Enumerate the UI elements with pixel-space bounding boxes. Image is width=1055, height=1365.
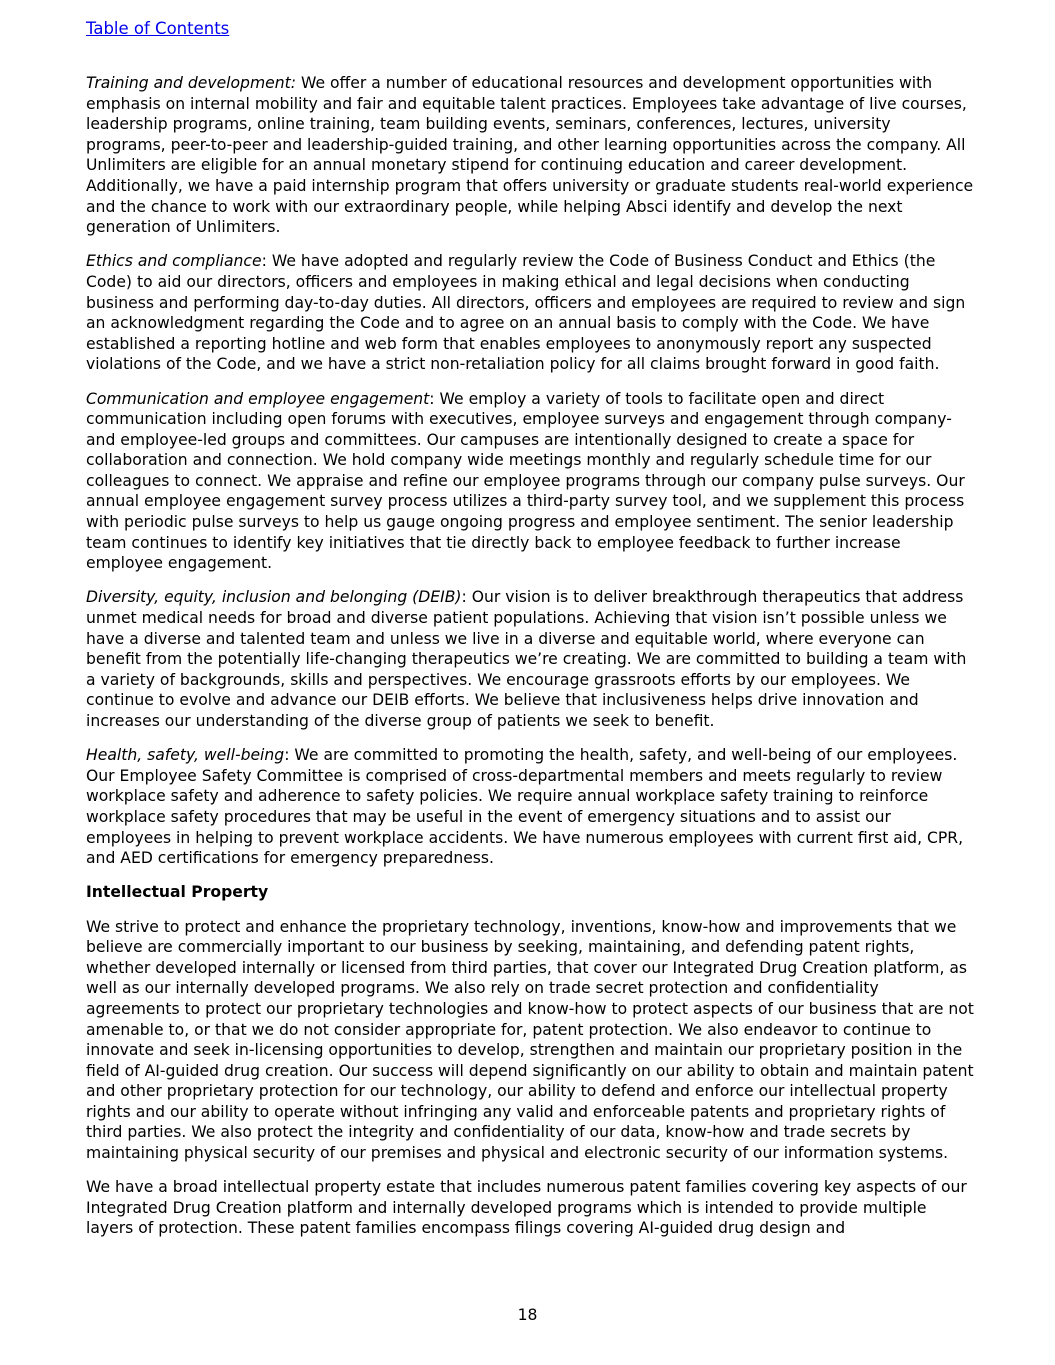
- paragraph-lead: Training and development:: [86, 74, 296, 92]
- paragraph-text: : We employ a variety of tools to facilitate open and direct communication including open forums with executives, employee surveys and engagement through company- and employee-led groups and committees. Our campuses are intentionally designed to create a space for collaboration and connection. We hold company wide meetings monthly and regularly schedule time for our colleagues to connect. We appraise and refine our employee programs through our company pulse surveys. Our annual employee engagement survey process utilizes a third-party survey tool, and we supplement this process with periodic pulse surveys to help us gauge ongoing progress and employee sentiment. The senior leadership team continues to identify key initiatives that tie directly back to employee feedback to further increase employee engagement.: [86, 389, 965, 573]
- page-number: 18: [517, 1306, 538, 1324]
- paragraph-lead: Health, safety, well-being: [86, 746, 285, 765]
- table-of-contents-link[interactable]: Table of Contents: [86, 19, 230, 38]
- paragraph-lead: Diversity, equity, inclusion and belonging (DEIB): [86, 588, 462, 607]
- paragraph-training-development: [86, 73, 974, 238]
- paragraph-text: : We have adopted and regularly review the Code of Business Conduct and Ethics (the Code) to aid our directors, officers and employees in making ethical and legal decisions when conducting business and performing day-to-day duties. All directors, officers and employees are required to review and sign an acknowledgment regarding the Code and to agree on an annual basis to comply with the Code. We have established a reporting hotline and web form that enables employees to anonymously report any suspected violations of the Code, and we have a strict non-retaliation policy for all claims brought forward in good faith.: [86, 252, 966, 374]
- paragraph-lead: Ethics and compliance: [86, 252, 262, 271]
- paragraph-text: We offer a number of educational resources and development opportunities with emphasis on internal mobility and fair and equitable talent practices. Employees take advantage of live courses, leadership programs, online training, team building events, seminars, conferences, lectures, university programs, peer-to-peer and leadership-guided training, and other learning opportunities across the company. All Unlimiters are eligible for an annual monetary stipend for continuing education and career development. Additionally, we have a paid internship program that offers university or graduate students real-world experience and the chance to work with our extraordinary people, while helping Absci identify and develop the next generation of Unlimiters.: [86, 74, 974, 237]
- paragraph-deib: [86, 587, 974, 731]
- paragraph-communication-engagement: [86, 389, 974, 574]
- paragraph-ethics-compliance: [86, 251, 974, 375]
- paragraph-text: : Our vision is to deliver breakthrough therapeutics that address unmet medical needs for broad and diverse patient populations. Achieving that vision isn’t possible unless we have a diverse and talented team and unless we live in a diverse and equitable world, where everyone can benefit from the potentially life-changing therapeutics we’re creating. We are committed to building a team with a variety of backgrounds, skills and perspectives. We encourage grassroots efforts by our employees. We continue to evolve and advance our DEIB efforts. We believe that inclusiveness helps drive innovation and increases our understanding of the diverse group of patients we seek to benefit.: [86, 588, 967, 730]
- paragraph-lead: Communication and employee engagement: [86, 389, 430, 408]
- paragraph-text: : We are committed to promoting the health, safety, and well-being of our employees. Our Employee Safety Committee is comprised of cross-departmental members and meets regularly to review workplace safety and adherence to safety policies. We require annual workplace safety training to reinforce workplace safety procedures that may be useful in the event of emergency situations and to assist our employees in helping to prevent workplace accidents. We have numerous employees with current first aid, CPR, and AED certifications for emergency preparedness.: [86, 746, 964, 868]
- paragraph-ip-protection: We strive to protect and enhance the proprietary technology, inventions, know-how and improvements that we believe are commercially important to our business by seeking, maintaining, and defending patent rights, whether developed internally or licensed from third parties, that cover our Integrated Drug Creation platform, as well as our internally developed programs. We also rely on trade secret protection and confidentiality agreements to protect our proprietary technologies and know-how to protect aspects of our business that are not amenable to, or that we do not consider appropriate for, patent protection. We also endeavor to continue to innovate and seek in-licensing opportunities to develop, strengthen and maintain our proprietary position in the field of AI-guided drug creation. Our success will depend significantly on our ability to obtain and maintain patent and other proprietary protection for our technology, our ability to defend and enforce our intellectual property rights and our ability to operate without infringing any valid and enforceable patents and proprietary rights of third parties. We also protect the integrity and confidentiality of our data, know-how and trade secrets by maintaining physical security of our premises and physical and electronic security of our information systems.: [86, 917, 974, 1163]
- paragraph-ip-estate: We have a broad intellectual property estate that includes numerous patent families covering key aspects of our Integrated Drug Creation platform and internally developed programs which is intended to provide multiple layers of protection. These patent families encompass filings covering AI-guided drug design and: [86, 1178, 967, 1238]
- paragraph-health-safety: [86, 745, 974, 869]
- section-heading-intellectual-property: Intellectual Property: [86, 883, 269, 902]
- page-body: [86, 73, 974, 1253]
